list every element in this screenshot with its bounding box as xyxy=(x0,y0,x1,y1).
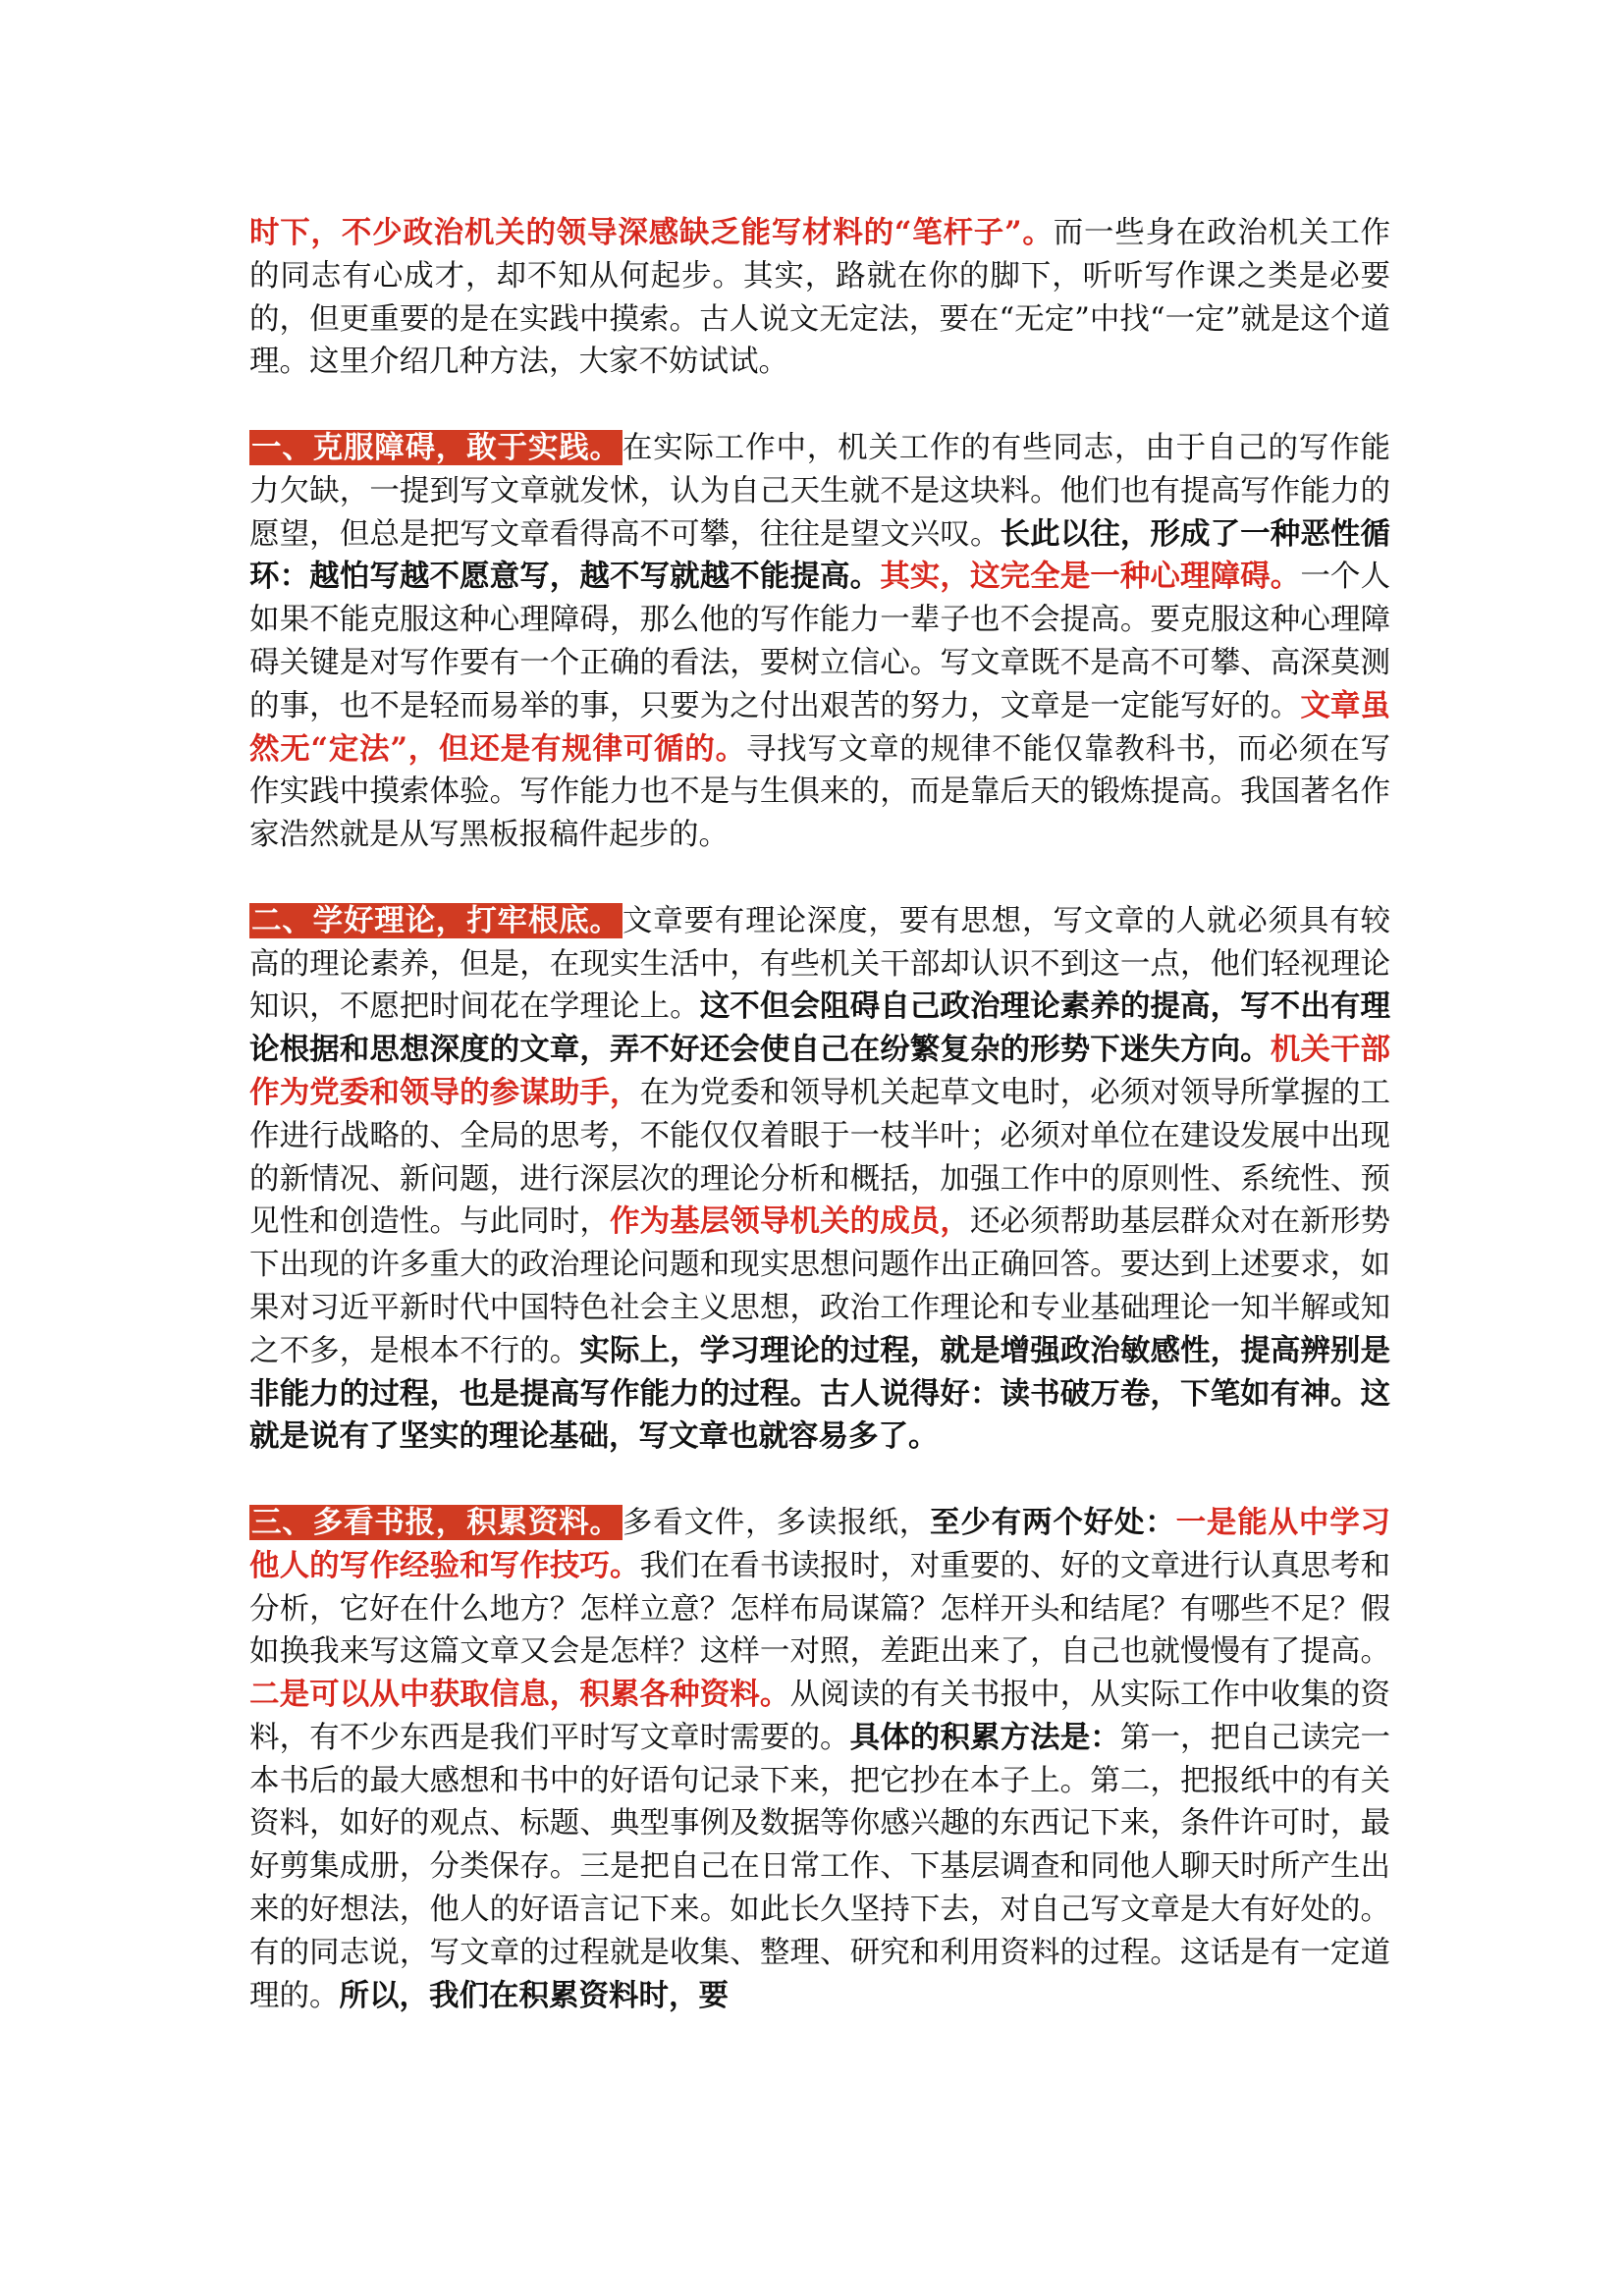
section-2-highlight-1: 机关干部作为党委和领导的参谋助手， xyxy=(249,1032,1390,1110)
intro-body-text: 而一些身在政治机关工作的同志有心成才，却不知从何起步。其实，路就在你的脚下，听听写作课之类是必要的，但更重要的是在实践中摸索。古人说文无定法，要在“无定”中找“一定”就是这个道理。这里介绍几种方法，大家不妨试试。 xyxy=(249,216,1390,380)
section-3-highlight-1: 一是能从中学习他人的写作经验和写作技巧。 xyxy=(249,1504,1390,1583)
section-1-heading: 一、克服障碍，敢于实践。 xyxy=(251,429,621,465)
section-3-text-2: 我们在看书读报时，对重要的、好的文章进行认真思考和分析，它好在什么地方？怎样立意？怎样布局谋篇？怎样开头和结尾？有哪些不足？假如换我来写这篇文章又会是怎样？这样一对照，差距出来了，自己也就慢慢有了提高。 xyxy=(249,1548,1390,1670)
section-3-bold-2: 具体的积累方法是： xyxy=(849,1719,1120,1755)
section-2-bold-1: 这不但会阻碍自己政治理论素养的提高，写不出有理论根据和思想深度的文章，弄不好还会使自己在纷繁复杂的形势下迷失方向。 xyxy=(249,988,1390,1068)
section-3-text-3: 从阅读的有关书报中，从实际工作中收集的资料，有不少东西是我们平时写文章时需要的。 xyxy=(249,1678,1390,1755)
section-1-bold-1: 长此以往，形成了一种恶性循环：越怕写越不愿意写，越不写就越不能提高。 xyxy=(249,515,1390,595)
section-1-text-2: 一个人如果不能克服这种心理障碍，那么他的写作能力一辈子也不会提高。要克服这种心理障碍关键是对写作要有一个正确的看法，要树立信心。写文章既不是高不可攀、高深莫测的事，也不是轻而易举的事，只要为之付出艰苦的努力，文章是一定能写好的。 xyxy=(249,560,1390,723)
paragraph-section-1 xyxy=(249,427,1390,857)
section-3-text-4: 第一，把自己读完一本书后的最大感想和书中的好语句记录下来，把它抄在本子上。第二，把报纸中的有关资料，如好的观点、标题、典型事例及数据等你感兴趣的东西记下来，条件许可时，最好剪集成册，分类保存。三是把自己在日常工作、下基层调查和同他人聊天时所产生出来的好想法，他人的好语言记下来。如此长久坚持下去，对自己写文章是大有好处的。有的同志说，写文章的过程就是收集、整理、研究和利用资料的过程。这话是有一定道理的。 xyxy=(249,1720,1390,2013)
section-3-text-1: 多看文件，多读报纸， xyxy=(622,1505,931,1540)
section-3-heading: 三、多看书报，积累资料。 xyxy=(251,1504,621,1540)
paragraph-intro xyxy=(249,212,1390,384)
section-1-highlight-2: 文章虽然无“定法”，但还是有规律可循的。 xyxy=(249,687,1390,767)
document-page xyxy=(249,212,1390,2254)
paragraph-section-3 xyxy=(249,1502,1390,2018)
intro-lead-highlight: 时下，不少政治机关的领导深感缺乏能写材料的“笔杆子”。 xyxy=(249,215,1054,250)
section-2-text-3: 还必须帮助基层群众对在新形势下出现的许多重大的政治理论问题和现实思想问题作出正确回答。要达到上述要求，如果对习近平新时代中国特色社会主义思想，政治工作理论和专业基础理论一知半解或知之不多，是根本不行的。 xyxy=(249,1204,1390,1368)
section-2-heading: 二、学好理论，打牢根底。 xyxy=(251,902,621,938)
section-1-text-3: 寻找写文章的规律不能仅靠教科书，而必须在写作实践中摸索体验。写作能力也不是与生俱来的，而是靠后天的锻炼提高。我国著名作家浩然就是从写黑板报稿件起步的。 xyxy=(249,731,1390,853)
section-2-highlight-2: 作为基层领导机关的成员， xyxy=(609,1203,970,1240)
section-2-bold-2: 实际上，学习理论的过程，就是增强政治敏感性，提高辨别是非能力的过程，也是提高写作能力的过程。古人说得好：读书破万卷，下笔如有神。这就是说有了坚实的理论基础，写文章也就容易多了。 xyxy=(249,1332,1390,1455)
section-1-text-1: 在实际工作中，机关工作的有些同志，由于自己的写作能力欠缺，一提到写文章就发怵，认为自己天生就不是这块料。他们也有提高写作能力的愿望，但总是把写文章看得高不可攀，往往是望文兴叹。 xyxy=(249,430,1390,552)
section-3-highlight-2: 二是可以从中获取信息，积累各种资料。 xyxy=(249,1677,790,1713)
section-2-text-1: 文章要有理论深度，要有思想，写文章的人就必须具有较高的理论素养，但是，在现实生活中，有些机关干部却认识不到这一点，他们轻视理论知识，不愿把时间花在学理论上。 xyxy=(249,903,1390,1025)
section-2-text-2: 在为党委和领导机关起草文电时，必须对领导所掌握的工作进行战略的、全局的思考，不能仅仅着眼于一枝半叶；必须对单位在建设发展中出现的新情况、新问题，进行深层次的理论分析和概括，加强工作中的原则性、系统性、预见性和创造性。与此同时， xyxy=(249,1075,1390,1240)
section-3-bold-3: 所以，我们在积累资料时，要 xyxy=(339,1977,729,2013)
paragraph-section-2 xyxy=(249,900,1390,1459)
section-1-highlight-1: 其实，这完全是一种心理障碍。 xyxy=(880,559,1301,595)
section-3-bold-1: 至少有两个好处： xyxy=(930,1504,1176,1540)
